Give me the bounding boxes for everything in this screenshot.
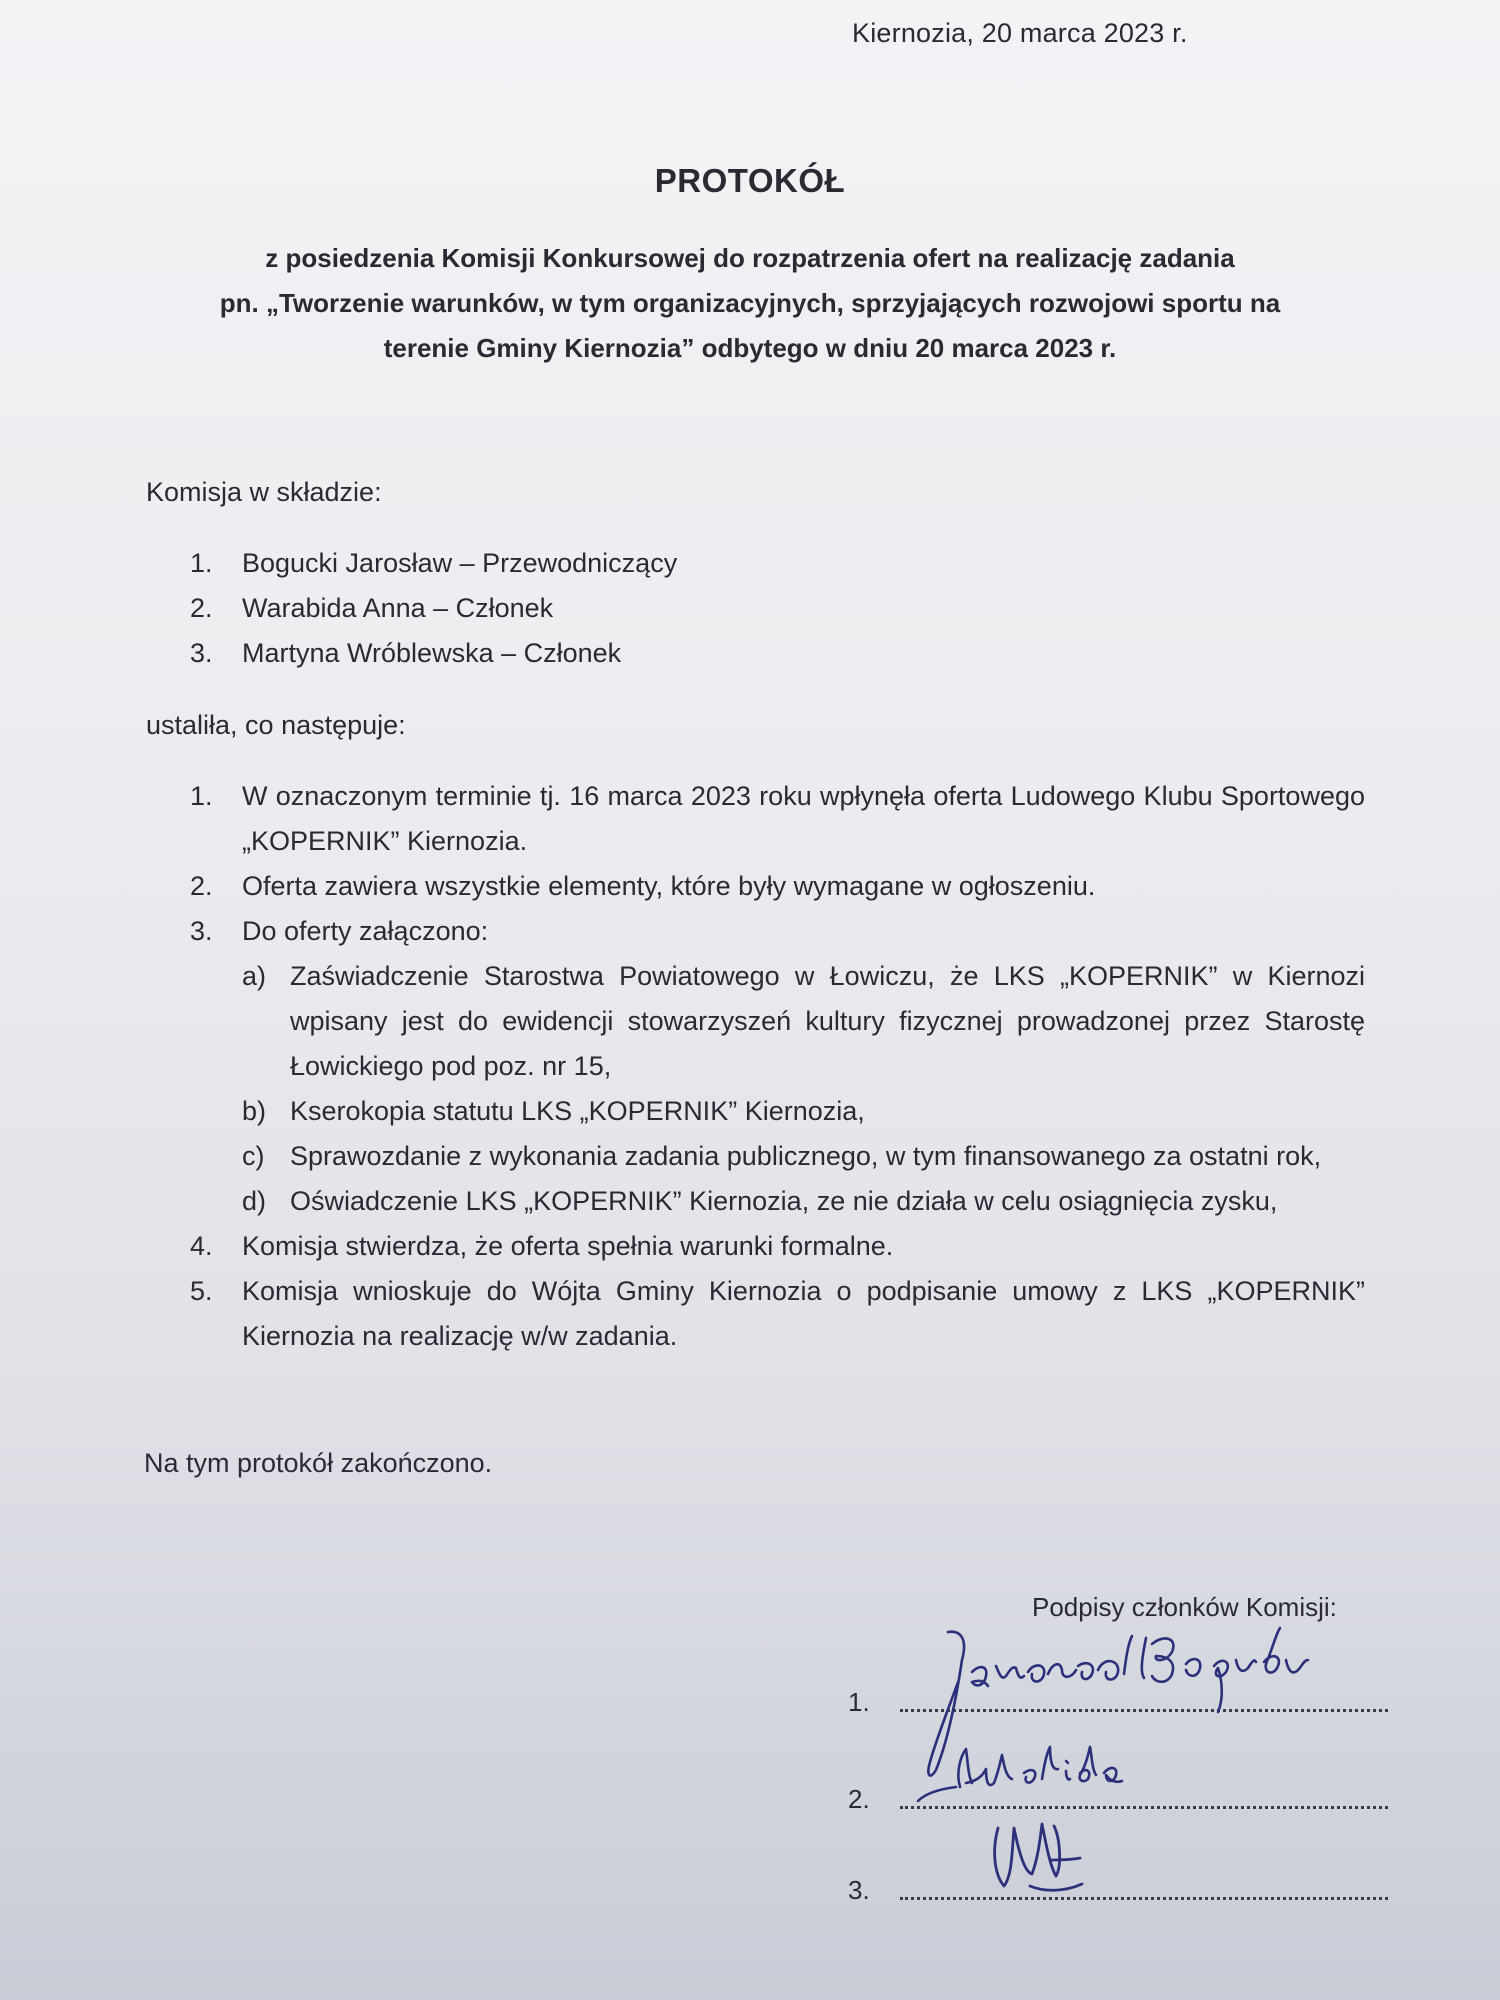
committee-member [190,634,677,679]
list-number: 3. [190,638,213,668]
list-number: 4. [190,1231,213,1261]
document-subtitle [150,236,1350,371]
decision-text: Komisja wnioskuje do Wójta Gminy Kiernozia o podpisanie umowy z LKS „KOPERNIK” Kiernozia na realizację w/w zadania. [242,1276,1365,1351]
list-number: 3. [190,916,213,946]
committee-member [190,589,677,634]
list-number: 1. [190,781,213,811]
decision-item [190,864,1365,909]
member-text: Martyna Wróblewska – Członek [242,638,622,668]
attachment-text: Sprawozdanie z wykonania zadania publicznego, w tym finansowanego za ostatni rok, [290,1141,1322,1171]
attachment-text: Oświadczenie LKS „KOPERNIK” Kiernozia, ze nie działa w celu osiągnięcia zysku, [290,1186,1278,1216]
decision-text: Do oferty załączono: [242,916,489,946]
list-letter: c) [242,1141,265,1171]
closing-statement: Na tym protokół zakończono. [144,1448,493,1478]
list-letter: d) [242,1186,267,1216]
decision-item [190,1224,1365,1269]
committee-member [190,544,677,589]
member-text: Warabida Anna – Członek [242,593,554,623]
signature-number: 1. [848,1687,870,1717]
committee-member-list [190,544,677,679]
decision-item [190,1269,1365,1359]
list-number: 5. [190,1276,213,1306]
signature-number: 3. [848,1875,870,1905]
signature-image [990,1814,1110,1904]
list-number: 2. [190,871,213,901]
signature-line [848,1678,1388,1718]
subtitle-line: terenie Gminy Kiernozia” odbytego w dniu 20 marca 2023 r. [383,333,1117,363]
attachment-text: Zaświadczenie Starostwa Powiatowego w Łowiczu, że LKS „KOPERNIK” w Kiernozi wpisany jest do ewidencji stowarzyszeń kultury fizycznej prowadzonej przez Starostę Łowickiego pod poz. nr 15, [290,961,1365,1081]
place-date: Kiernozia, 20 marca 2023 r. [852,18,1188,48]
signatures-label: Podpisy członków Komisji: [1032,1592,1337,1622]
list-number: 1. [190,548,213,578]
decision-item [190,774,1365,864]
subtitle-line: z posiedzenia Komisji Konkursowej do rozpatrzenia ofert na realizację zadania [265,243,1235,273]
attachment-item [242,1089,1365,1134]
decisions-list [190,774,1365,1359]
attachment-item [242,1134,1365,1179]
list-number: 2. [190,593,213,623]
document-title: PROTOKÓŁ [654,162,846,199]
decision-text: Komisja stwierdza, że oferta spełnia warunki formalne. [242,1231,894,1261]
decision-text: W oznaczonym terminie tj. 16 marca 2023 roku wpłynęła oferta Ludowego Klubu Sportowego „KOPERNIK” Kiernozia. [242,781,1365,856]
signature-line [848,1775,1388,1815]
decision-item [190,909,1365,954]
attachment-item [242,1179,1365,1224]
dotted-line [900,1897,1388,1900]
signature-line [848,1866,1388,1906]
attachment-item [242,954,1365,1089]
signature-number: 2. [848,1784,870,1814]
decision-text: Oferta zawiera wszystkie elementy, które były wymagane w ogłoszeniu. [242,871,1096,901]
attachment-text: Kserokopia statutu LKS „KOPERNIK” Kiernozia, [290,1096,865,1126]
subtitle-line: pn. „Tworzenie warunków, w tym organizacyjnych, sprzyjających rozwojowi sportu na [219,288,1281,318]
list-letter: b) [242,1096,267,1126]
signature-image [916,1743,1176,1823]
member-text: Bogucki Jarosław – Przewodniczący [242,548,678,578]
list-letter: a) [242,961,267,991]
committee-intro: Komisja w składzie: [146,477,382,507]
decisions-intro: ustaliła, co następuje: [146,710,406,740]
